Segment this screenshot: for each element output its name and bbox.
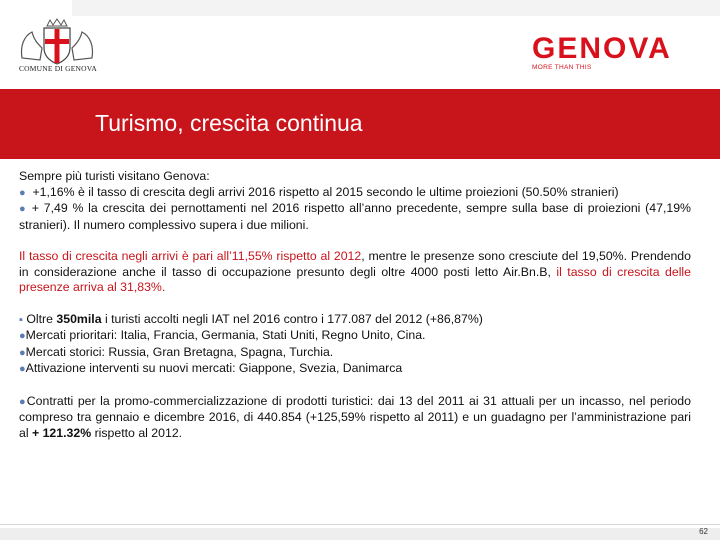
title-banner — [0, 89, 720, 159]
slide-title: Turismo, crescita continua — [95, 110, 363, 136]
genova-brand-logo — [532, 34, 672, 71]
municipality-name: COMUNE DI GENOVA — [18, 64, 98, 73]
historic-markets-line: ●Mercati storici: Russia, Gran Bretagna, Spagna, Turchia. — [19, 344, 334, 359]
new-markets-line: ●Attivazione interventi su nuovi mercati: Giappone, Svezia, Danimarca — [19, 361, 403, 375]
bullet-icon: ● — [19, 330, 26, 342]
bullet-icon: ▪ — [19, 313, 23, 326]
footer-bar — [0, 528, 720, 540]
contracts-paragraph: ●Contratti per la promo-commercializzazione di prodotti turistici: dai 13 del 2011 ai 31 attuali per un incasso, nel periodo compreso tra gennaio e dicembre 2016, di 440.854 (+125,59% rispetto al 2011) e un guadagno per l’amministrazione pari al + 121.32% rispetto al 2012. — [19, 393, 691, 440]
growth-paragraph: Il tasso di crescita negli arrivi è pari all’11,55% rispetto al 2012, mentre le presenze sono cresciute del 19,50%. Prendendo in considerazione anche il tasso di occupazione presunto degli oltre 4000 posti letto Air.Bn.B, il tasso di crescita delle presenze arriva al 31,83%. — [19, 249, 691, 294]
page-number: 62 — [699, 527, 708, 536]
iat-visitors-line: ▪ Oltre 350mila i turisti accolti negli IAT nel 2016 contro i 177.087 del 2012 (+86,87%) — [19, 311, 483, 326]
bullet-icon: ● — [19, 186, 26, 199]
brand-tagline: MORE THAN THIS — [532, 64, 592, 71]
brand-word: GENOVA — [532, 32, 672, 65]
slide-content — [19, 169, 691, 441]
bullet-icon: ● — [19, 346, 26, 359]
top-band — [72, 0, 720, 16]
intro-text: Sempre più turisti visitano Genova: — [19, 169, 210, 183]
bullet-icon: ● — [19, 395, 27, 408]
bullet-icon: ● — [19, 203, 28, 215]
bullet-icon: ● — [19, 363, 26, 375]
bullet-arrivals: ● +1,16% è il tasso di crescita degli arrivi 2016 rispetto al 2015 secondo le ultime proiezioni (50.50% stranieri) — [19, 184, 619, 199]
priority-markets-line: ●Mercati prioritari: Italia, Francia, Germania, Stati Uniti, Regno Unito, Cina. — [19, 328, 426, 342]
bullet-overnights: ● + 7,49 % la crescita dei pernottamenti nel 2016 rispetto all’anno precedente, sempre sulla base di proiezioni (47,19% stranieri). Il numero complessivo supera i due milioni. — [19, 201, 691, 232]
footer-divider — [0, 524, 720, 525]
